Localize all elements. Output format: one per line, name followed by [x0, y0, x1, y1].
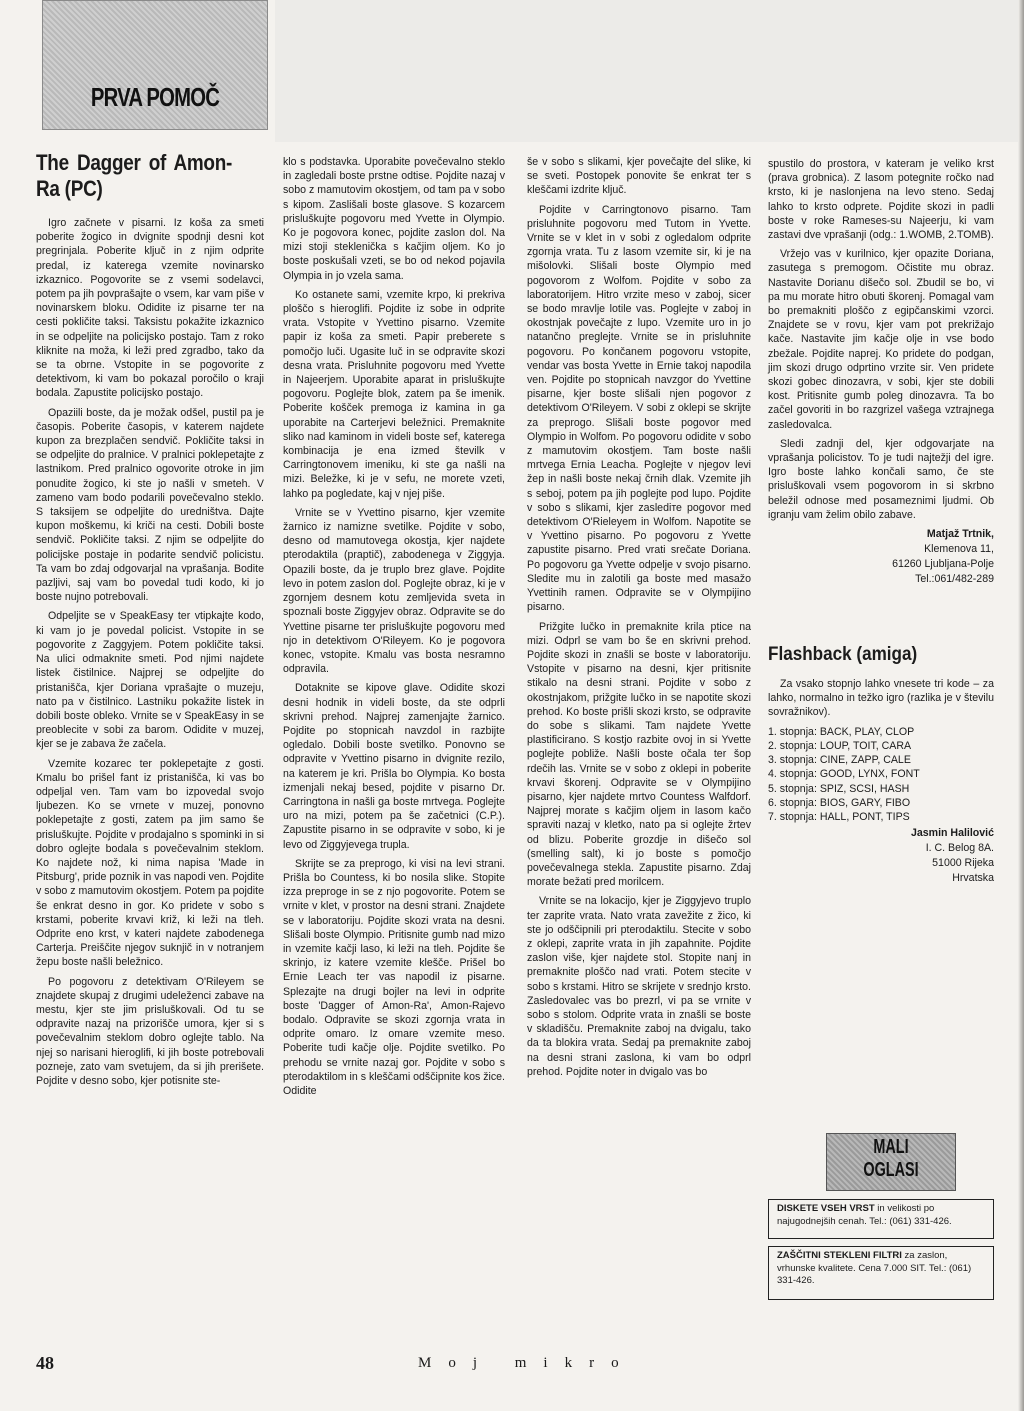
signature-block — [768, 826, 994, 886]
paragraph: Sledi zadnji del, kjer odgovarjate na vprašanja policistov. To je tudi najtežji del igre. Igro boste lahko končali samo, če ste prisluškovali vsem pogovorom in si skrbno beležil odnose med posameznimi ljudmi. Ob igranju vam želim obilo zabave. — [768, 437, 994, 521]
list-item: 1. stopnja: BACK, PLAY, CLOP — [768, 725, 915, 738]
code-list — [768, 725, 994, 824]
classifieds-title: MALI OGLASI — [863, 1136, 919, 1181]
column-4 — [768, 157, 994, 886]
paragraph: Dotaknite se kipove glave. Odidite skozi desni hodnik in videli boste, da ste odprli skrivni prehod. Najprej zamenjajte žarnico. Pojdite po stopnicah navzdol in razbijte ogledalo. Dobili boste svetilko. Ponovno se odpravite v Yvettino pisarno in dvignite rezilo, na katerem je kri. Prišla bo Olympia. Ko bosta izmenjali nekaj besed, pojdite v pisarno Dr. Carringtona in našli ga boste mrtvega. Poglejte uro na mizi, potem pa še začetnici (C.P.). Zapustite pisarno in se odpravite v sobo, ki je levo od Ziggyjevega trupla. — [283, 682, 505, 851]
paragraph: še v sobo s slikami, kjer povečajte del slike, ki se sveti. Postopek ponovite še enkrat ter s kleščami izdrite ključ. — [527, 156, 751, 197]
section-header — [42, 0, 268, 130]
page-number: 48 — [36, 1353, 54, 1373]
paragraph: Vržejo vas v kurilnico, kjer opazite Doriana, zasutega s premogom. Očistite mu obraz. Nastavite Dorianu dišečo sol. Zbudil se bo, vi pa mu morate hitro obuti škorenj. Pomagal vam bo premakniti ploščo z egipčanskimi vzorci. Znajdete se v rovu, kjer vam pot prekrižajo kače. Nastavite jim kačje olje in vse bodo zbežale. Pojdite naprej. Ko pridete do podgan, jim skozi drugo odprtino vrzite sir. Ven pridete skozi gobec dinozavra, v sobi, kjer ste dobili kost. Pritisnite gumb poleg dinozavra. Ta bo začel govoriti in bo razgrizel vašega vztrajnega zasledovalca. — [768, 248, 994, 431]
paragraph: Za vsako stopnjo lahko vnesete tri kode – za lahko, normalno in težko igro (razlika je v številu sovražnikov). — [768, 678, 994, 719]
author-name: Matjaž Trtnik, — [926, 528, 994, 541]
paragraph: Skrijte se za preprogo, ki visi na levi strani. Prišla bo Countess, ki bo nosila slike. Stopite izza preproge in se z njo pogovorite. Potem se vrnite v klet, v prostor na desni strani. Znajdete se v laboratoriju. Pojdite skozi vrata na desni. Slišali boste Olympio. Pritisnite gumb nad mizo in vzemite kačji laso, ki leži na tleh. Pojdite še skrinjo, iz katere vzemite klešče. Prišel bo Ernie Leach ter vas napodil iz pisarne. Splezajte na drugi bojler na levi in odprite boste 'Dagger of Amon-Ra', Amon-Rajevo bodalo. Odpravite se skozi zgornja vrata in odprite omaro. Iz omare vzemite meso. Poberite tudi kačje olje. Pojdite svetilko. Po prehodu se vrnite nazaj gor. Pojdite v sobo s pterodaktilom in s kleščami odščipnite kos žice. Odidite — [283, 857, 505, 1097]
paragraph: Odpeljite se v SpeakEasy ter vtipkajte kodo, ki vam jo je povedal policist. Vstopite in se pogovorite z Zaggyjem. Potem pokličite taksi. Na ulici odmaknite smeti. Pod njimi najdete listek čistilnice. Najprej se odpeljite do pristanišča, kjer Doriana vprašajte o muzeju, nato pa v čistilnico. Lastniku pokažite listek in dobili boste obleko. Vrnite se v SpeakEasy in se preoblecite v sobi za barom. Odidite v muzej, kjer se je zabava že začela. — [36, 610, 264, 751]
list-item: 3. stopnja: CINE, ZAPP, CALE — [768, 754, 911, 767]
ad-lead: DISKETE VSEH VRST — [777, 1203, 875, 1214]
ad-text: in velikosti po najugodnejših cenah. Tel.: (061) 331-426. — [777, 1203, 952, 1227]
scan-edge — [1018, 0, 1024, 1411]
author-city: 51000 Rijeka — [932, 857, 994, 870]
paragraph: spustilo do prostora, v kateram je veliko krst (prava grobnica). Z lasom potegnite ročko nad krsto, ki je naslonjena na levo steno. Sedaj lahko to krsto odprete. Pojdite skozi in padli boste v roke Rameses-su Najeerju, ki vam zastavi dve vprašanji (odg.: 1.WOMB, 2.TOMB). — [768, 158, 994, 242]
paragraph: Vzemite kozarec ter poklepetajte z gosti. Kmalu bo prišel fant iz pristanišča, ki vas bo odpeljal ven. Tam vam bo izpovedal svojo ljubezen. Ko se vrnete v muzej, ponovno poklepetajte z gosti, zatem pa jim samo še prisluškujte. Pojdite v prodajalno s spominki in si dobro oglejte bodala s povečevalnim steklom. Ko najdete nož, ki nima napisa 'Made in Pitsburg', pride poznik in vas napodi ven. Pojdite v sobo z mamutovim okostjem. Potem pa pojdite še enkrat desno in gor. Ko pridete v sobo s krstami, poberite krvavi križ, ki leži na tleh. Odprite eno krst, v kateri najdete zabodenega Carterja. Preiščite njegov suknjič in v notranjem žepu boste našli beležnico. — [36, 757, 264, 969]
paragraph: klo s podstavka. Uporabite povečevalno steklo in zagledali boste prstne odtise. Pojdite nazaj v sobo z mamutovim okostjem, od tam pa v sobo s kipom. Zaslišali boste glasove. S kozarcem prisluškujte pogovoru med Yvette in Olympio. Ko je pogovora konec, pojdite zaslon dol. Na mizi stoji stekleničkа s kačjim oljem. Ko jo boste poskušali vzeti, se bo od nekod pojavila Olympia in jo vzela sama. — [283, 156, 505, 282]
paragraph: Pojdite v Carringtonovo pisarno. Tam prisluhnite pogovoru med Tutom in Yvette. Vrnite se v klet in v sobi z ogledalom odprite zgornja vrata. Tu z lasom vzemite sir, ki je na mišolovki. Slišali boste Olympio med pogovorom z Wolfom. Pojdite v sobo za laboratorijem. Hitro vrzite meso v zaboj, sicer se bodo mravlje lotile vas. Poglejte v zaboj in okostnjak povečajte z lupo. Vzemite uro in jo natančno preglejte. Vrnite se in prisluhnite pogovoru. Po končanem pogovoru vstopite, vendar vas bosta Yvette in Ernie takoj napodila ven. Pojdite po stopnicah navzgor do Yvettine pisarne, kjer boste slišali njen pogovor z detektivom O'Rileyem. V sobi z oklepi se skrijte za preprogo. Slišali boste pogovor med Olympio in Wolfom. Po pogovoru odidite v sobo z mamutovim okostjem. Tam boste našli mrtvega Ernia Leacha. Poglejte v njegov levi žep in našli boste nekaj črnih dlak. Vzemite jih s seboj, potem pa jih poglejte pod lupo. Pojdite v sobo s slikami, kjer zaslediте pogovor med detektivom O'Rieleyem in Wolfom. Napotite se v Yvettino pisarno. Po pogovoru z Yvette zapustite pisarno. Pred vrati srečate Doriana. Po pogovoru ga Yvette odpelje v svojo pisarno. Sledite mu in zalotili ga boste med masažo Yvettinih ramen. Odpravite se v Olympijino pisarno. — [527, 203, 751, 614]
paragraph: Opaziili boste, da je možak odšel, pustil pa je časopis. Poberite časopis, v katerem najdete kupon za brezplačen sendvič. Pokličite taksi in se odpeljite do pralnice. V pralnici poklepetajte z lastnikom. Pred pralnico ogovorite otroke in jim ponudite žogico, ki ste jo našli v smeteh. V zameno vam bodo podarili povečevalno steklo. S taksijem se odpeljite do uredništva. Dajte kupon moškemu, ki kriči na cesti. Dobili boste sendvič. Pokličite taksi. Z njim se odpeljite do policijske postaje in podarite sendvič policistu. Ta vam bo zdaj odgovarjal na vprašanja. Bodite pazljivi, saj vam bo povedal tudi kodo, ki jo boste nujno potrebovali. — [36, 406, 264, 604]
list-item: 2. stopnja: LOUP, TOIT, CARA — [768, 739, 912, 752]
paragraph: Ko ostanete sami, vzemite krpo, ki prekriva ploščo s hieroglifi. Pojdite iz sobe in odprite vrata. Vstopite v Yvettino pisarno. Vzemite papir iz koša za smeti. Papir preberete s pomočjo luči. Ugasite luč in se odpravite skozi desna vrata. Prisluhnite pogovoru med Yvette in Najeerjem. Uporabite aparat in prisluškujte pogovoru. Poglejte blok, zatem pa še imenik. Poberite košček premoga iz kamina in ga uporabite na Carterjevi beležnici. Premaknite sliko nad kaminom in videli boste sef, katerega kombinacija je ena izmed številk v Carringtonovem imeniku, ki ste ga našli na mizi. Beležke, ki je v sefu, ne morete vzeti, lahko pa pogledate, kaj v njej piše. — [283, 288, 505, 500]
list-item: 5. stopnja: SPIZ, SCSI, HASH — [768, 782, 910, 795]
paragraph: Igro začnete v pisarni. Iz koša za smeti poberite žogico in dvignite spodnji desni kot pregrinjala. Poberite ključ in z njim odprite predal, iz katerega vzemite novinarsko izkaznico. Pogovorite se z vsemi sodelavci, potem pa jih povprašajte o vsem, kar vam piše v novinarskem bloku. Odidite iz pisarne ter na cesti pokličite taksi. Taksistu pokažite izkaznico in se odpeljite na policijsko postajo. Tam z roko kliknite na moža, ki leži pred zgradbo, tako da se ta obrne. Vstopite in se pogovorite z detektivom, ki vam bo pokazal poročilo o kraji bodala. Zapustite policijsko postajo. — [36, 217, 264, 400]
classified-ad — [768, 1199, 994, 1239]
column-2 — [283, 155, 505, 1103]
paragraph: Prižgite lučko in premaknite krila ptice na mizi. Odprl se vam bo še en skrivni prehod. Pojdite skozi in znašli se boste v laboratoriju. Vstopite v pisarno na desni, kjer pritisnite stikalo na desni strani. Pojdite v sobo z okostnjakom, prižgite lučko in se napotite skozi prehod. Ko boste prišli skozi krsto, se odpravite do sobe s slikami. Tam najdete Yvette plastificirano. S kostjo razbite ovoj in si Yvette poglejte pobliže. Našli boste očala ter šop rdečih las. Vrnite se v sobo z oklepi in poberite krvavi škorenj. Odpravite se v Olympijino pisarno, kjer najdete mrtvo Countess Walfdorf. Najprej morate s kačjim oljem in lasom kačo spraviti nazaj v kletko, nato pa si oglejte žrtev od blizu. Poberite grozdje in dišečo sol (smelling salt), ki jo boste s pomočjo povečevalnega stekla. Zapustite pisarno. Zdaj morate bežati pred morilcem. — [527, 620, 751, 889]
page-footer — [36, 1353, 996, 1377]
ad-text: za zaslon, vrhunske kvalitete. Cena 7.000 SIT. Tel.: (061) 331-426. — [777, 1250, 972, 1286]
author-city: 61260 Ljubljana-Polje — [892, 558, 994, 571]
column-1 — [36, 150, 264, 1093]
classified-ad — [768, 1246, 994, 1300]
author-country: Hrvatska — [952, 872, 994, 885]
author-street: Klemenova 11, — [924, 543, 994, 556]
article-title-flashback: Flashback (amiga) — [768, 644, 918, 666]
list-item: 7. stopnja: HALL, PONT, TIPS — [768, 810, 910, 823]
paragraph: Vrnite se na lokacijo, kjer je Ziggyjevo truplo ter zaprite vrata. Nato vrata zavežite z žico, ki ste jo odščipnili pri pterodaktilu. Stecite v sobo z oklepi, zaprite vrata in jih zapahnite. Pojdite zaslon više, kjer najdete stol. Stopite nanj in premaknite ploščo nad vrati. Potem stecite v sobo s krstami. Hitro se skrijete v srednjo krsto. Zasledovalec vas bo prezrl, vi pa se vrnite v sobo s stolom. Odprite vrata in znašli se boste v skladišču. Premaknite zaboj na dvigalu, tako da ta blokira vrata. Sedaj pa premaknite zaboj na desni strani zaslona, ki vam bo odprl prehod. Pojdite noter in dvigalo vas bo — [527, 895, 751, 1078]
classifieds-header — [826, 1133, 956, 1191]
section-title: PRVA POMOČ — [90, 82, 220, 112]
author-street: I. C. Belog 8A. — [925, 842, 994, 855]
article-title-dagger: The Dagger of Amon-Ra (PC) — [36, 150, 233, 201]
list-item: 4. stopnja: GOOD, LYNX, FONT — [768, 768, 920, 781]
signature-block — [768, 527, 994, 587]
paragraph: Vrnite se v Yvettino pisarno, kjer vzemite žarnico iz namizne svetilke. Pojdite v sobo, desno od mamutovega okostja, kjer najdete pterodaktila (praptič), zabodenega v Ziggyja. Opazili boste, da je truplo brez glave. Pojdite levo in potem zaslon dol. Poglejte obraz, ki je v zgornjem desnem kotu zemljevida sveta in spoznali boste Ziggyjev obraz. Odpravite se do Yvettine pisarne ter prisluškujte pogovoru med njo in detektivom O'Rileyem. Ko je pogovora konec, vstopite. Kmalu vas bosta nesramno odpravila. — [283, 506, 505, 676]
header-band — [275, 0, 1024, 142]
author-name: Jasmin Halilović — [910, 827, 994, 840]
list-item: 6. stopnja: BIOS, GARY, FIBO — [768, 796, 911, 809]
ad-lead: ZAŠČITNI STEKLENI FILTRI — [777, 1250, 902, 1261]
magazine-name: Moj mikro — [418, 1355, 636, 1371]
paragraph: Po pogovoru z detektivam O'Rileyem se znajdete skupaj z drugimi udeleženci zabave na mestu, kjer ste jim prisluškovali. Od tu se odpravite nazaj na prizorišče umora, kjer si s povečevalnim steklom dobro oglejte tablo. Na njej so narisani hieroglifi, ki jih boste potrebovali pozneje, zato vam svetujem, da si jih prerišete. Pojdite v desno sobo, kjer potisnite ste- — [36, 975, 264, 1087]
author-phone: Tel.:061/482-289 — [915, 573, 994, 586]
column-3 — [527, 155, 751, 1084]
